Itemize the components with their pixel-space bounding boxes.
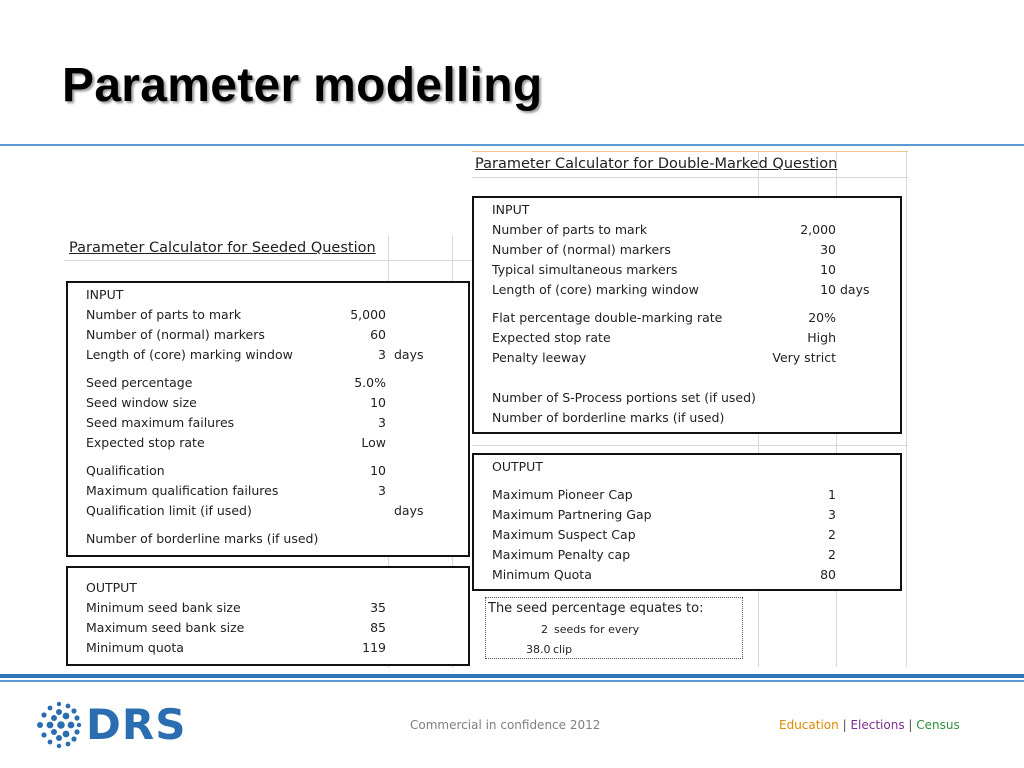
seeded-row-qual-limit: Qualification limit (if used) days	[86, 503, 424, 518]
double-output-suspect: Maximum Suspect Cap 2	[492, 527, 836, 542]
double-row-parts: Number of parts to mark 2,000	[492, 222, 836, 237]
double-row-borderline: Number of borderline marks (if used)	[492, 410, 725, 425]
seeded-row-borderline: Number of borderline marks (if used)	[86, 531, 319, 546]
seeded-calculator-title: Parameter Calculator for Seeded Question	[69, 240, 376, 256]
note-clip-value: 38.0	[526, 643, 551, 656]
footer-sectors	[779, 718, 960, 732]
seeded-row-markers: Number of (normal) markers 60	[86, 327, 386, 342]
seeded-row-seed-failures: Seed maximum failures 3	[86, 415, 386, 430]
double-row-sprocess: Number of S-Process portions set (if used)	[492, 390, 756, 405]
double-row-markers: Number of (normal) markers 30	[492, 242, 836, 257]
seeded-input-panel	[66, 281, 470, 557]
double-row-double-rate: Flat percentage double-marking rate 20%	[492, 310, 836, 325]
sector-separator-2: |	[908, 718, 913, 732]
seeded-output-min-quota: Minimum quota 119	[86, 640, 386, 655]
seeded-output-heading: OUTPUT	[86, 580, 137, 595]
slide-title: Parameter modelling	[62, 59, 543, 112]
seeded-output-panel	[66, 566, 470, 666]
seeded-row-parts: Number of parts to mark 5,000	[86, 307, 386, 322]
note-seeds-text: seeds for every	[554, 623, 640, 636]
seeded-row-qual-failures: Maximum qualification failures 3	[86, 483, 386, 498]
double-output-panel	[472, 453, 902, 591]
drs-logo	[30, 696, 187, 754]
seed-percentage-note	[485, 597, 743, 659]
double-row-stop-rate: Expected stop rate High	[492, 330, 836, 345]
double-output-pioneer: Maximum Pioneer Cap 1	[492, 487, 836, 502]
title-divider	[0, 144, 1024, 146]
sector-separator-1: |	[842, 718, 847, 732]
double-output-partnering: Maximum Partnering Gap 3	[492, 507, 836, 522]
note-clip-text: clip	[553, 643, 573, 656]
seeded-row-seed-window: Seed window size 10	[86, 395, 386, 410]
confidentiality-notice: Commercial in confidence 2012	[410, 718, 601, 732]
seeded-row-seed-percentage: Seed percentage 5.0%	[86, 375, 386, 390]
seeded-row-stop-rate: Expected stop rate Low	[86, 435, 386, 450]
sector-census: Census	[916, 718, 960, 732]
double-row-window: Length of (core) marking window 10 days	[492, 282, 870, 297]
double-output-min-quota: Minimum Quota 80	[492, 567, 836, 582]
sector-elections: Elections	[850, 718, 905, 732]
double-input-heading: INPUT	[492, 202, 530, 217]
double-output-heading: OUTPUT	[492, 459, 543, 474]
sector-education: Education	[779, 718, 839, 732]
note-line-1: The seed percentage equates to:	[488, 601, 704, 616]
note-seeds-value: 2	[541, 623, 548, 636]
seeded-output-min-bank: Minimum seed bank size 35	[86, 600, 386, 615]
double-input-panel	[472, 196, 902, 434]
seeded-output-max-bank: Maximum seed bank size 85	[86, 620, 386, 635]
double-calculator-sheet	[472, 151, 908, 667]
footer-divider-thick	[0, 674, 1024, 678]
seeded-input-heading: INPUT	[86, 287, 124, 302]
double-calculator-title: Parameter Calculator for Double-Marked Question	[475, 156, 838, 172]
footer-divider-thin	[0, 680, 1024, 682]
double-output-penalty: Maximum Penalty cap 2	[492, 547, 836, 562]
drs-logo-text: DRS	[86, 700, 187, 749]
double-row-simultaneous: Typical simultaneous markers 10	[492, 262, 836, 277]
seeded-calculator-sheet	[64, 236, 472, 668]
double-row-penalty-leeway: Penalty leeway Very strict	[492, 350, 836, 365]
seeded-row-window: Length of (core) marking window 3 days	[86, 347, 424, 362]
seeded-row-qualification: Qualification 10	[86, 463, 386, 478]
